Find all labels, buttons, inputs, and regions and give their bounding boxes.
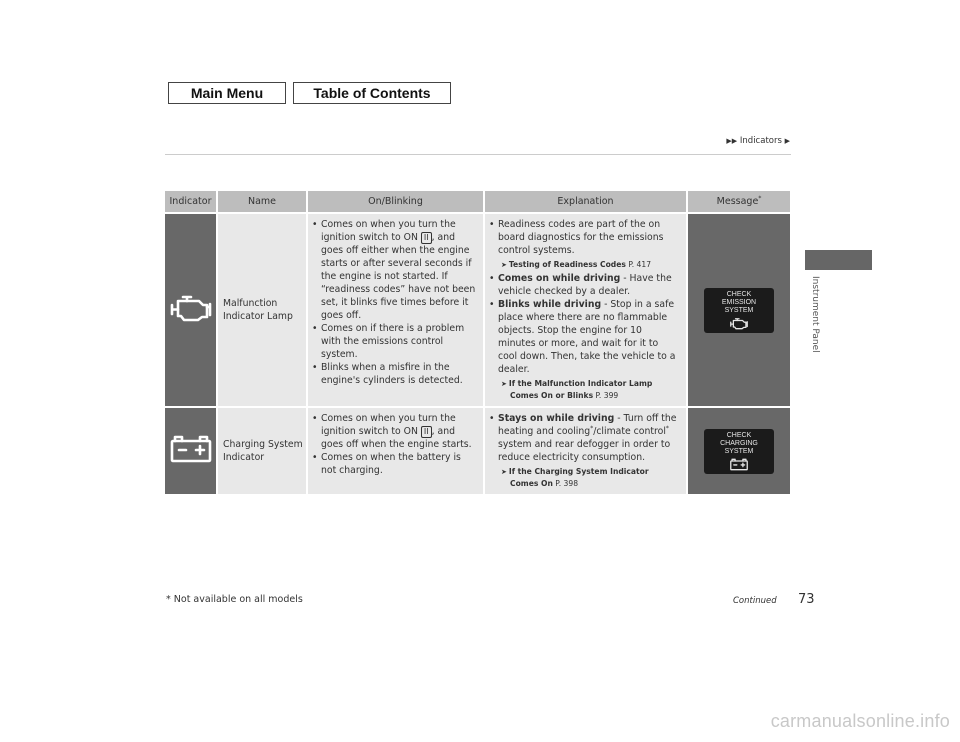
header-name: Name [218,191,308,212]
indicator-name: Charging System Indicator [218,406,308,494]
list-item: • Comes on while driving - Have the vehicle checked by a dealer. [489,272,680,298]
explanation-cell [485,212,688,406]
page-number: 73 [798,592,815,607]
check-engine-icon [729,317,749,330]
on-blinking-cell [308,212,485,406]
page-reference[interactable]: ➤ If the Charging System Indicator Comes On P. 398 [501,467,649,488]
list-item: • Blinks when a misfire in the engine's cylinders is detected. [312,361,477,387]
main-menu-button[interactable]: Main Menu [168,82,286,104]
list-item: • Blinks while driving - Stop in a safe place where there are no flammable objects. Stop the engine for 10 minutes or more, and wait for it to cool down. Then, take the vehicle to a dealer. ➤ If the Malfunction Indicator Lamp Comes On or Blinks P. 399 [489,298,680,401]
on-blinking-cell [308,406,485,494]
list-item: • Readiness codes are part of the on board diagnostics for the emissions control systems. ➤ Testing of Readiness Codes P. 417 [489,218,680,271]
check-engine-icon [169,293,213,323]
footnote: * Not available on all models [166,594,303,605]
indicator-name: Malfunction Indicator Lamp [218,212,308,406]
list-item: • Comes on when the battery is not charging. [312,451,477,477]
battery-icon [169,434,213,464]
reference-arrow-icon: ➤ [501,261,507,269]
message-cell [688,212,790,406]
battery-icon [729,458,749,471]
page-reference[interactable]: ➤ If the Malfunction Indicator Lamp Comes On or Blinks P. 399 [501,379,653,400]
ignition-key-symbol: II [421,232,432,244]
explanation-cell [485,406,688,494]
table-row [165,406,790,494]
section-tab [805,250,872,270]
breadcrumb [690,136,790,146]
watermark: carmanualsonline.info [770,711,950,731]
header-on-blinking: On/Blinking [308,191,485,212]
list-item: • Stays on while driving - Turn off the heating and cooling*/climate control* system and rear defogger in order to reduce electricity consumption. ➤ If the Charging System Indicator Comes On P. 398 [489,412,680,489]
header-message: Message* [688,191,790,212]
header-indicator: Indicator [165,191,218,212]
continued-label: Continued [733,596,777,606]
section-label: Instrument Panel [810,276,820,353]
header-rule [165,154,791,155]
message-cell [688,406,790,494]
indicator-icon-cell [165,406,218,494]
list-item: • Comes on when you turn the ignition switch to ON II , and goes off when the engine starts. [312,412,477,451]
reference-arrow-icon: ➤ [501,468,507,476]
table-header-row [165,191,790,212]
message-display: CHECK EMISSION SYSTEM [704,288,774,333]
header-explanation: Explanation [485,191,688,212]
message-display: CHECK CHARGING SYSTEM [704,429,774,474]
page-reference[interactable]: ➤ Testing of Readiness Codes P. 417 [501,260,652,269]
indicator-icon-cell [165,212,218,406]
list-item: • Comes on if there is a problem with the emissions control system. [312,322,477,361]
table-row [165,212,790,406]
reference-arrow-icon: ➤ [501,380,507,388]
breadcrumb-arrow-icon: ▶ [784,137,790,145]
breadcrumb-label[interactable]: Indicators [739,136,782,146]
breadcrumb-arrow-icon: ▶▶ [726,137,738,145]
indicator-table [165,191,790,494]
table-of-contents-button[interactable]: Table of Contents [293,82,451,104]
ignition-key-symbol: II [421,426,432,438]
list-item: • Comes on when you turn the ignition switch to ON II , and goes off either when the engine starts or after several seconds if the engine is not started. If “readiness codes” have not been set, it blinks five times before it goes off. [312,218,477,322]
